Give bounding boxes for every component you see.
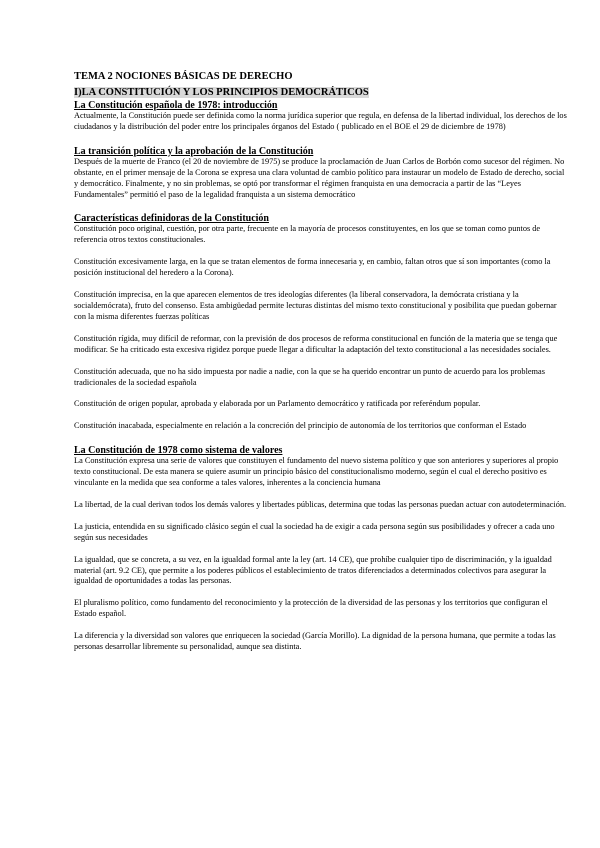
paragraph: Constitución rígida, muy difícil de reformar, con la previsión de dos procesos de reforma constitucional en función de la materia que se tenga que modificar. Se ha criticado esta excesiva rigidez porque puede llegar a dificultar la adaptación del texto constitucional a las necesidades sociales. [74,333,558,354]
paragraph: El pluralismo político, como fundamento del reconocimiento y la protección de la diversidad de las personas y los territorios que configuran el Estado español. [74,598,548,619]
paragraph: La justicia, entendida en su significado clásico según el cual la sociedad ha de exigir a cada persona según sus posibilidades y ofrecer a cada uno según sus necesidades [74,521,555,542]
paragraph: La Constitución expresa una serie de valores que constituyen el fundamento del nuevo sistema político y que son anteriores y superiores al propio texto constitucional. De esta manera se quiere asumir un principio básico del constitucionalismo moderno, según el cual el derecho positivo es vinculante en la medida que sea conforme a tales valores, inherentes a la conciencia humana [74,456,559,488]
paragraph: Constitución adecuada, que no ha sido impuesta por nadie a nadie, con la que se ha querido encontrar un punto de acuerdo para los problemas tradicionales de la sociedad española [74,366,545,387]
paragraph: Constitución de origen popular, aprobada y elaborada por un Parlamento democrático y ratificada por referéndum popular. [74,399,481,409]
document-title: TEMA 2 NOCIONES BÁSICAS DE DERECHO [74,71,293,82]
paragraph: Constitución inacabada, especialmente en relación a la concreción del principio de autonomía de los territorios que conforman el Estado [74,421,527,431]
paragraph: Constitución poco original, cuestión, por otra parte, frecuente en la mayoría de procesos constituyentes, en los que se toman como puntos de referencia otros textos constitucionales. [74,224,541,245]
paragraph: La diferencia y la diversidad son valores que enriquecen la sociedad (García Morillo). La dignidad de la persona humana, que permite a todas las personas desarrollar libremente su personalidad, aunque sea distinta. [74,631,556,652]
paragraph: La igualdad, que se concreta, a su vez, en la igualdad formal ante la ley (art. 14 CE), que prohíbe cualquier tipo de discriminación, y la igualdad material (art. 9.2 CE), que permite a los poderes públicos el establecimiento de tratos diferenciados a determinados colectivos para asegurar la igualdad de oportunidades a todas las personas. [74,554,552,586]
document-subtitle: I)LA CONSTITUCIÓN Y LOS PRINCIPIOS DEMOCRÁTICOS [74,87,369,98]
document-page [74,71,568,653]
section-heading-valores: La Constitución de 1978 como sistema de valores [74,445,283,457]
section-heading-introduccion: La Constitución española de 1978: introducción [74,100,278,111]
section-heading-caracteristicas: Características definidoras de la Constitución [74,213,269,225]
paragraph: La libertad, de la cual derivan todos los demás valores y libertades públicas, determina que todas las personas puedan actuar con autodeterminación. [74,499,567,509]
section-heading-transicion: La transición política y la aprobación de la Constitución [74,145,314,157]
paragraph: Actualmente, la Constitución puede ser definida como la norma jurídica superior que regula, en defensa de la libertad individual, los derechos de los ciudadanos y la distribución del poder entre los principales órganos del Estado ( publicado en el BOE el 29 de diciembre de 1978) [74,111,567,131]
paragraph: Constitución excesivamente larga, en la que se tratan elementos de forma innecesaria y, en cambio, faltan otros que sí son importantes (como la posición institucional del heredero a la Corona). [74,257,551,278]
paragraph: Después de la muerte de Franco (el 20 de noviembre de 1975) se produce la proclamación de Juan Carlos de Borbón como sucesor del régimen. No obstante, en el primer mensaje de la Corona se expresa una clara voluntad de cambio político para instaurar un modelo de Estado de derecho, social y democrático. Finalmente, y no sin problemas, se optó por transformar el régimen franquista en una democracia a partir de las “Leyes Fundamentales” permitió el paso de la legalidad franquista a un sistema democrático [74,156,565,199]
paragraph: Constitución imprecisa, en la que aparecen elementos de tres ideologías diferentes (la liberal conservadora, la demócrata cristiana y la socialdemócrata), fruto del consenso. Esta ambigüedad permite lecturas distintas del mismo texto constitucional y posibilita que puedan gobernar con la misma diferentes fuerzas políticas [74,290,557,321]
